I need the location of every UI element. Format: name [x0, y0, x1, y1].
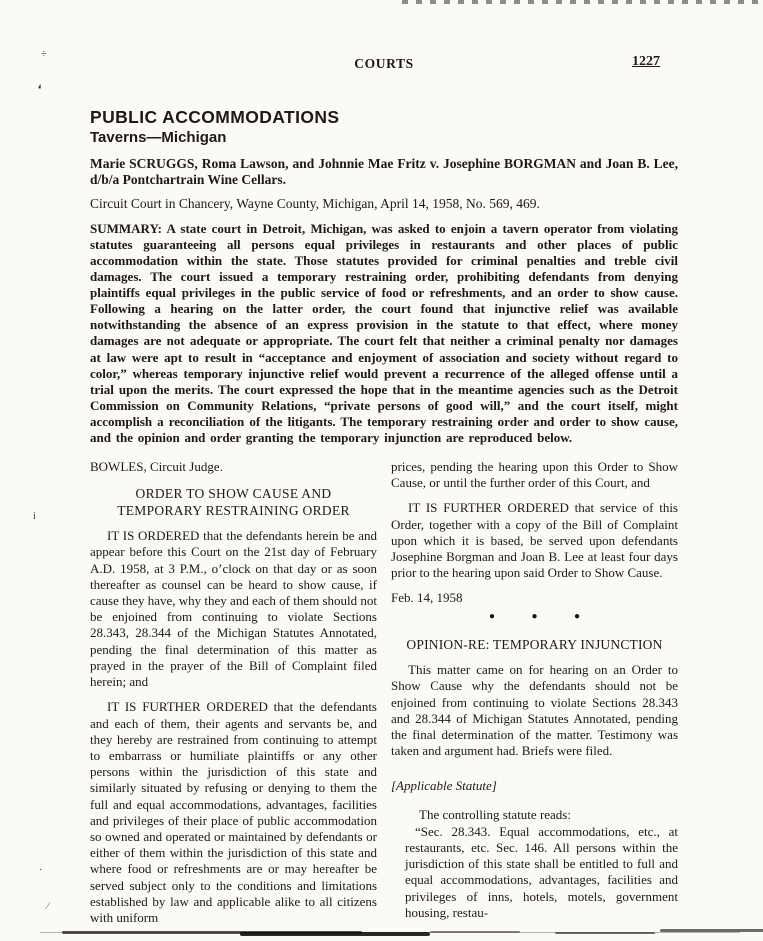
- date-line: Feb. 14, 1958: [391, 590, 463, 606]
- adjacent-page-dotted-edge: [402, 0, 763, 4]
- scan-artifact-mark: ÷: [41, 49, 47, 60]
- case-name: Marie SCRUGGS, Roma Lawson, and Johnnie Mae Fritz v. Josephine BORGMAN and Joan B. Lee, d/b/a Pontchartrain Wine Cellars.: [90, 155, 678, 188]
- scan-artifact-mark: ⁄: [47, 901, 49, 911]
- opinion-heading: OPINION-RE: TEMPORARY INJUNCTION: [406, 636, 663, 652]
- order-paragraph-1: IT IS ORDERED that the defendants herein be and appear before this Court on the 21st day of February A.D. 1958, at 3 P.M., o’clock on that day or as soon thereafter as counsel can be heard to show cause, if cause they have, why they and each of them should not be enjoined from continuing to violate Sections 28.343, 28.344 of the Michigan Statutes Annotated, pending the final determination of this matter as prayed in the prayer of the Bill of Complaint filed herein; and: [90, 528, 377, 690]
- opinion-paragraph: This matter came on for hearing on an Order to Show Cause why the defendants should not be enjoined from continuing to violate Sections 28.343 and 28.344 of Michigan Statutes Annotated, pending the final determination of the matter. Testimony was taken and argument had. Briefs were filed.: [391, 662, 678, 759]
- summary-text: A state court in Detroit, Michigan, was asked to enjoin a tavern operator from violating statutes guaranteeing all persons equal privileges in restaurants and other places of public accommodation within the state. Those statutes provided for criminal penalties and treble civil damages. The court issued a temporary restraining order, prohibiting defendants from denying plaintiffs equal privileges in the public service of food or refreshments, and an order to show cause. Following a hearing on the latter order, the court found that injunctive relief was available notwithstanding the absence of an express provision in the statute to that effect, where money damages are not adequate or appropriate. The court felt that neither a criminal penalty nor damages at law were apt to result in “acceptance and enjoyment of association and society without regard to color,” whereas temporary injunctive relief would prevent a recurrence of the alleged offense until a trial upon the merits. The court expressed the hope that in the meantime agencies such as the Detroit Commission on Community Relations, “private persons of good will,” and the court itself, might accomplish a reconciliation of the litigants. The temporary restraining order and order to show cause, and the opinion and order granting the temporary injunction are reproduced below.: [90, 220, 678, 445]
- running-header: [90, 56, 678, 76]
- summary-label: SUMMARY:: [90, 220, 163, 236]
- running-title: COURTS: [354, 56, 414, 71]
- order-heading: [90, 485, 377, 519]
- scan-artifact-smudge: [430, 931, 520, 933]
- page-content: [90, 56, 678, 935]
- scan-artifact-smudge: [240, 932, 430, 936]
- right-column: [391, 459, 678, 935]
- article-subtitle: Taverns—Michigan: [90, 129, 227, 147]
- order-paragraph-3: IT IS FURTHER ORDERED that service of this Order, together with a copy of the Bill of Complaint upon which it is based, be served upon defendants Josephine Borgman and Joan B. Lee at least four days prior to the hearing upon said Order to Show Cause.: [391, 500, 678, 581]
- court-line: Circuit Court in Chancery, Wayne County, Michigan, April 14, 1958, No. 569, 469.: [90, 195, 540, 211]
- order-heading-line2: TEMPORARY RESTRAINING ORDER: [117, 503, 350, 519]
- scan-artifact-smudge: [555, 932, 655, 934]
- article-title: PUBLIC ACCOMMODATIONS: [90, 107, 340, 127]
- applicable-statute-label: [Applicable Statute]: [391, 778, 497, 794]
- left-column: [90, 459, 377, 935]
- summary-paragraph: [90, 221, 678, 446]
- statute-intro: The controlling statute reads:: [419, 806, 571, 822]
- section-separator-dots: ● ● ●: [488, 610, 581, 622]
- scan-artifact-smudge: [660, 929, 763, 932]
- page-number: 1227: [632, 54, 660, 69]
- scan-artifact-mark: ❛: [34, 81, 43, 97]
- scan-artifact-mark: i: [33, 511, 36, 522]
- judge-line: BOWLES, Circuit Judge.: [90, 459, 223, 475]
- statute-quote: “Sec. 28.343. Equal accommodations, etc., at restaurants, etc. Sec. 146. All persons within the jurisdiction of this state shall be entitled to full and equal accommodations, advantages, facilities and privileges of inns, hotels, motels, government housing, restau-: [405, 823, 678, 920]
- order-paragraph-continuation: prices, pending the hearing upon this Order to Show Cause, or until the further order of this Court, and: [391, 459, 678, 491]
- order-heading-line1: ORDER TO SHOW CAUSE AND: [135, 486, 332, 502]
- two-column-body: [90, 459, 678, 935]
- order-paragraph-2: IT IS FURTHER ORDERED that the defendants and each of them, their agents and servants be, and they hereby are restrained from continuing to attempt to embarrass or humiliate plaintiffs or any other persons within the jurisdiction of this state and similarly situated by refusing or denying to them the full and equal accommodations, advantages, facilities and privileges of their place of public accommodation so owned and operated or maintained by defendants or either of them within the jurisdiction of this state and where food or refreshments are or may hereafter be served subject only to the conditions and limitations established by law and applicable alike to all citizens with uniform: [90, 699, 377, 925]
- scan-artifact-mark: ·: [39, 865, 43, 876]
